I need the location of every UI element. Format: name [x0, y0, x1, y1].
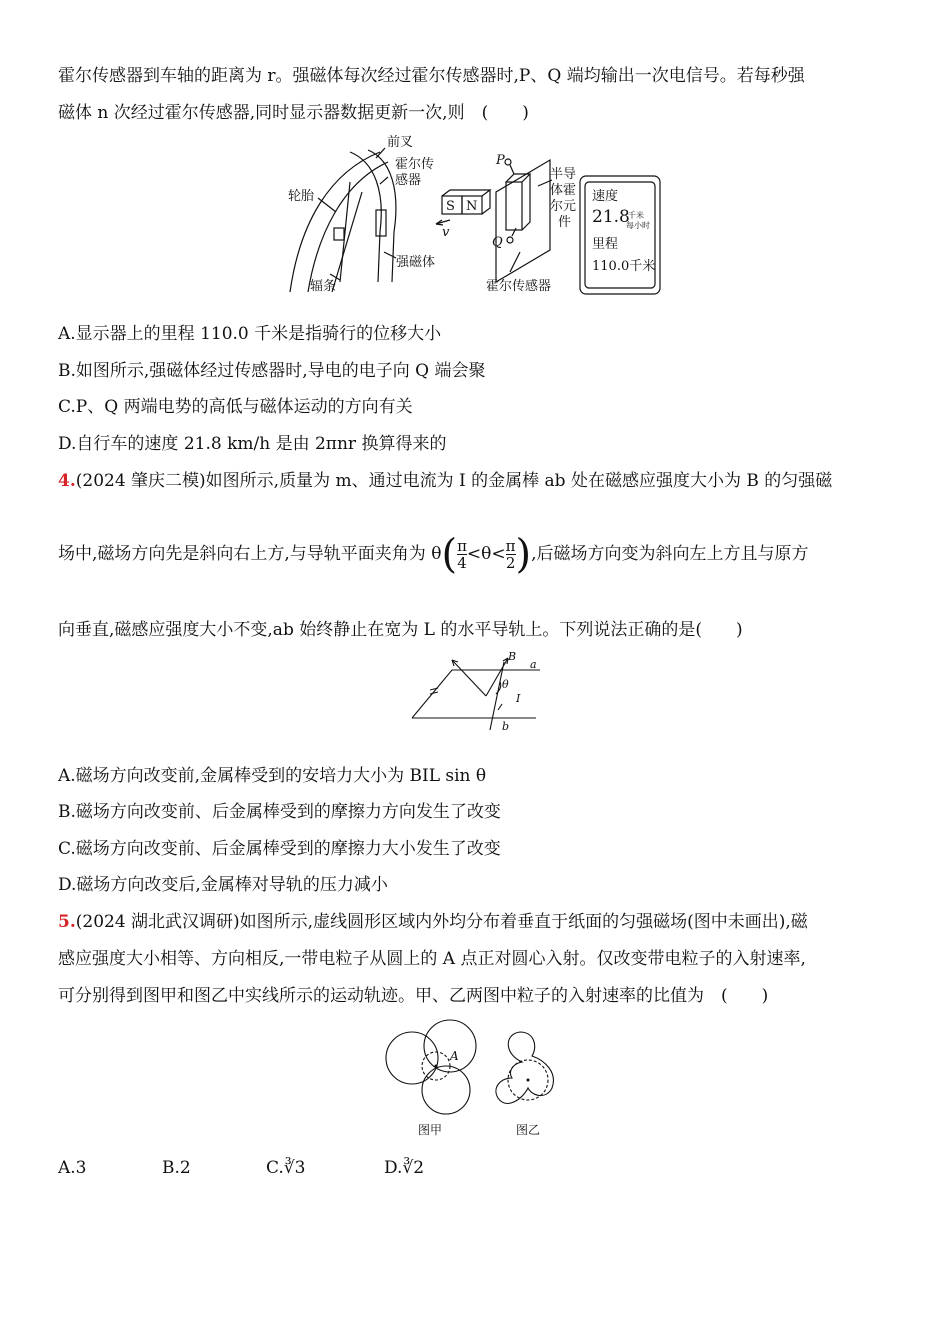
q4-option-a: A.磁场方向改变前,金属棒受到的安培力大小为 BIL sin θ — [58, 766, 487, 786]
label-semiconductor-2: 体霍 — [550, 183, 577, 198]
label-sensor-caption: 霍尔传感器 — [486, 279, 552, 294]
label-tire: 轮胎 — [288, 189, 315, 204]
caption-figure-yi: 图乙 — [516, 1123, 541, 1137]
q5-figure-trajectories — [382, 1016, 562, 1142]
q3-option-a: A.显示器上的里程 110.0 千米是指骑行的位移大小 — [58, 324, 442, 344]
label-s-pole: S — [446, 199, 455, 214]
q3-stem-line1: 霍尔传感器到车轴的距离为 r。强磁体每次经过霍尔传感器时,P、Q 端均输出一次电信号。若每秒强 — [58, 66, 805, 86]
q3-figure-bicycle-hall-sensor — [280, 132, 670, 298]
label-end-a: a — [530, 658, 537, 671]
q4-stem-line2: 场中,磁场方向先是斜向右上方,与导轨平面夹角为 θ( $\frac{\pi}{4}$ <θ< $\frac{\pi}{2}$ ),后磁场方向变为斜向左上方且与原方 — [58, 531, 809, 578]
q5-option-c: C.∛3 — [266, 1158, 306, 1178]
label-semiconductor-3: 尔元 — [550, 199, 577, 214]
q4-number: 4. — [58, 471, 76, 491]
label-hall-sensor-1: 霍尔传 — [395, 157, 435, 172]
inequality: <θ< — [466, 544, 506, 564]
q5-stem-line3: 可分别得到图甲和图乙中实线所示的运动轨迹。甲、乙两图中粒子的入射速率的比值为 ( ) — [58, 986, 769, 1006]
fraction-pi-over-2: $\frac{\pi}{2}$ — [505, 537, 516, 572]
label-magnet: 强磁体 — [396, 255, 436, 270]
display-speed-label: 速度 — [592, 189, 619, 204]
label-velocity: v — [442, 225, 450, 240]
label-spoke: 辐条 — [310, 279, 337, 294]
q4-stem-line2a: 场中,磁场方向先是斜向右上方,与导轨平面夹角为 θ — [58, 544, 442, 564]
q3-option-d: D.自行车的速度 21.8 km/h 是由 2πnr 换算得来的 — [58, 434, 447, 454]
label-current: I — [516, 692, 521, 705]
q4-figure-rail-rod — [408, 652, 548, 734]
q3-stem-line2: 磁体 n 次经过霍尔传感器,同时显示器数据更新一次,则 ( ) — [58, 103, 529, 123]
q3-option-c: C.P、Q 两端电势的高低与磁体运动的方向有关 — [58, 397, 413, 417]
label-semiconductor-1: 半导 — [550, 167, 577, 182]
display-speed-unit2: 每小时 — [626, 221, 650, 230]
q5-number: 5. — [58, 912, 76, 932]
label-p: P — [496, 153, 505, 168]
q4-stem-line1 — [58, 469, 832, 493]
q4-option-b: B.磁场方向改变前、后金属棒受到的摩擦力方向发生了改变 — [58, 802, 501, 822]
q5-stem-line1-text: (2024 湖北武汉调研)如图所示,虚线圆形区域内外均分布着垂直于纸面的匀强磁场(图中未画出),磁 — [75, 912, 808, 932]
label-hall-sensor-2: 感器 — [395, 173, 422, 188]
caption-figure-jia: 图甲 — [418, 1123, 443, 1137]
label-n-pole: N — [466, 199, 478, 214]
label-point-a: A — [450, 1049, 459, 1063]
fraction-pi-over-4: $\frac{\pi}{4}$ — [457, 537, 467, 572]
q5-option-d: D.∛2 — [384, 1158, 425, 1178]
display-speed-value: 21.8 — [592, 207, 630, 227]
q3-option-b: B.如图所示,强磁体经过传感器时,导电的电子向 Q 端会聚 — [58, 361, 486, 381]
q4-option-d: D.磁场方向改变后,金属棒对导轨的压力减小 — [58, 875, 388, 895]
q4-option-c: C.磁场方向改变前、后金属棒受到的摩擦力大小发生了改变 — [58, 839, 501, 859]
q5-stem-line2: 感应强度大小相等、方向相反,一带电粒子从圆上的 A 点正对圆心入射。仅改变带电粒子的入射速率, — [58, 949, 806, 969]
label-theta: θ — [502, 678, 509, 691]
label-end-b: b — [502, 720, 510, 733]
q4-stem-line1-text: (2024 肇庆二模)如图所示,质量为 m、通过电流为 I 的金属棒 ab 处在磁感应强度大小为 B 的匀强磁 — [75, 471, 833, 491]
q4-stem-line2b: ,后磁场方向变为斜向左上方且与原方 — [531, 544, 809, 564]
q5-option-b: B.2 — [162, 1158, 191, 1178]
q5-option-a: A.3 — [58, 1158, 87, 1178]
display-mileage-label: 里程 — [592, 237, 619, 252]
display-mileage-value: 110.0千米 — [592, 259, 656, 274]
label-b-field: B — [508, 652, 517, 663]
label-semiconductor-4: 件 — [558, 215, 572, 230]
label-q: Q — [492, 235, 503, 250]
display-speed-unit1: 千米 — [628, 211, 644, 220]
q4-stem-line3: 向垂直,磁感应强度大小不变,ab 始终静止在宽为 L 的水平导轨上。下列说法正确的是( ) — [58, 620, 743, 640]
label-front-fork: 前叉 — [387, 135, 414, 150]
q5-stem-line1 — [58, 910, 808, 934]
